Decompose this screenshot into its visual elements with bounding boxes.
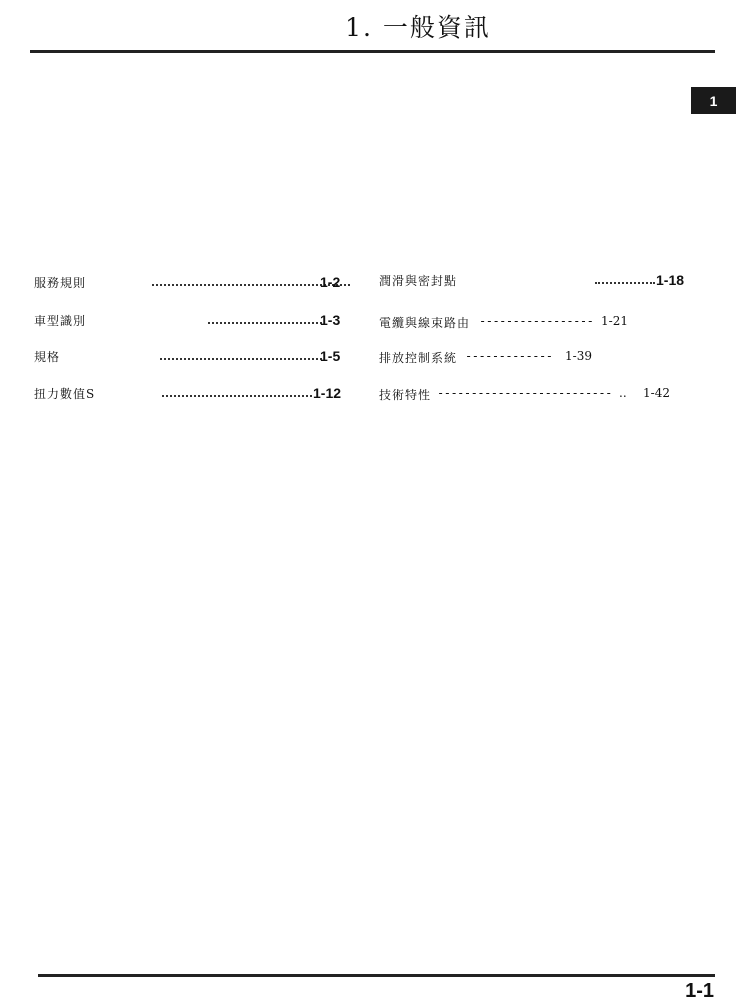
toc-leader — [595, 282, 655, 284]
toc-entry-cable-harness-routing[interactable] — [379, 310, 699, 334]
toc-leader-dash: -------------------------- — [437, 386, 612, 400]
page-title: 1. 一般資訊 — [345, 13, 491, 42]
toc-entry-lubrication-seal-points[interactable] — [379, 268, 699, 292]
toc-label: 潤滑與密封點 — [379, 273, 458, 288]
toc-leader — [162, 395, 312, 397]
toc-label: 規格 — [34, 349, 61, 364]
toc-leader-dash: ------------- — [465, 349, 553, 363]
toc-entry-technical-features[interactable] — [379, 382, 699, 406]
toc-entry-emission-control[interactable] — [379, 345, 699, 369]
toc-label: 排放控制系統 — [379, 350, 458, 365]
toc-page: 1-3 — [320, 312, 341, 328]
toc-label: 電纜與線束路由 — [379, 315, 471, 330]
toc-page: 1-18 — [656, 272, 685, 288]
toc-label: 扭力數值S — [34, 386, 96, 401]
toc-page: 1-39 — [565, 349, 592, 363]
toc-entry-specifications[interactable] — [34, 344, 344, 368]
toc-page: 1-5 — [320, 348, 341, 364]
toc-page: 1-2 — [320, 274, 341, 290]
footer-rule — [38, 974, 715, 977]
toc-entry-service-rules[interactable] — [34, 270, 344, 294]
toc-label: 服務規則 — [34, 275, 87, 290]
chapter-tab: 1 — [691, 87, 736, 114]
page-number: 1-1 — [685, 980, 714, 1002]
toc-label: 車型識別 — [34, 313, 87, 328]
toc-entry-torque-values[interactable] — [34, 381, 344, 405]
toc-leader — [160, 358, 322, 360]
title-rule — [30, 50, 715, 53]
toc-page: 1-42 — [643, 386, 670, 400]
toc-leader — [208, 322, 322, 324]
toc-entry-model-identification[interactable] — [34, 308, 344, 332]
toc-leader-dash: ----------------- — [479, 314, 594, 328]
toc-page: 1-12 — [313, 385, 342, 401]
toc-page: 1-21 — [601, 314, 628, 328]
toc-label: 技術特性 — [379, 387, 432, 402]
toc-leader-suffix: .. — [619, 386, 627, 400]
